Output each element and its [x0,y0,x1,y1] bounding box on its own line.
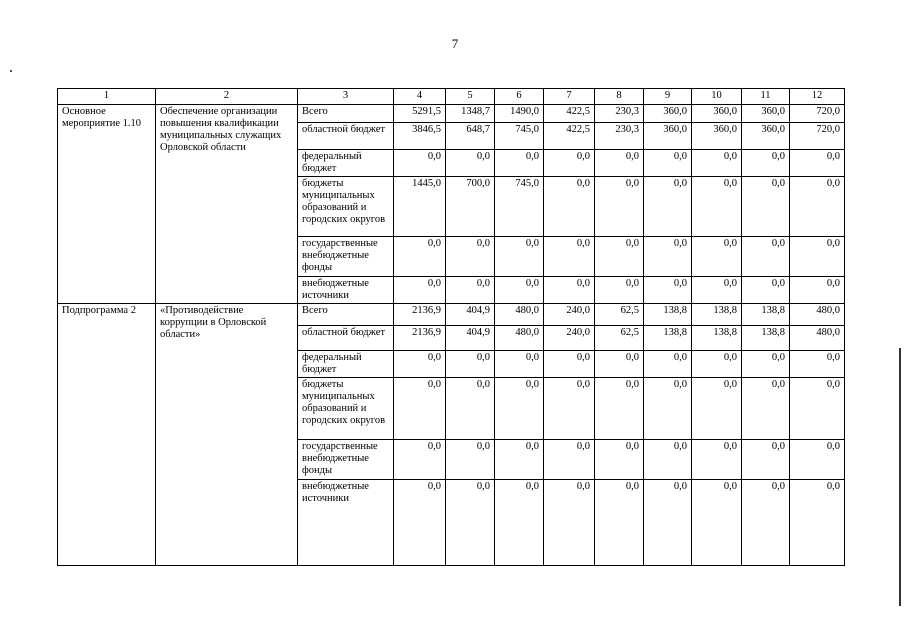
amount-cell: 0,0 [394,277,446,304]
amount-cell: 0,0 [790,277,845,304]
column-number: 9 [644,89,692,105]
column-number: 7 [544,89,595,105]
amount-cell: 0,0 [644,440,692,480]
amount-cell: 0,0 [495,440,544,480]
amount-cell: 0,0 [644,277,692,304]
amount-cell: 0,0 [742,351,790,378]
amount-cell: 0,0 [742,277,790,304]
amount-cell: 3846,5 [394,123,446,150]
column-number: 2 [156,89,298,105]
amount-cell: 360,0 [742,105,790,123]
amount-cell: 0,0 [595,277,644,304]
amount-cell: 138,8 [644,326,692,351]
amount-cell: 0,0 [544,150,595,177]
table-row [58,105,845,123]
amount-cell: 138,8 [742,304,790,326]
budget-table [57,88,845,566]
amount-cell: 2136,9 [394,304,446,326]
amount-cell: 0,0 [742,237,790,277]
column-number: 6 [495,89,544,105]
amount-cell: 0,0 [446,351,495,378]
column-number: 11 [742,89,790,105]
amount-cell: 0,0 [394,378,446,440]
table-row [58,304,845,326]
amount-cell: 0,0 [692,177,742,237]
amount-cell: 0,0 [446,440,495,480]
amount-cell: 240,0 [544,326,595,351]
amount-cell: 0,0 [394,150,446,177]
amount-cell: 5291,5 [394,105,446,123]
amount-cell: 360,0 [644,105,692,123]
group-name-cell: Подпрограмма 2 [58,304,156,566]
amount-cell: 0,0 [790,351,845,378]
amount-cell: 700,0 [446,177,495,237]
amount-cell: 0,0 [544,351,595,378]
amount-cell: 0,0 [495,237,544,277]
amount-cell: 0,0 [692,378,742,440]
amount-cell: 0,0 [742,177,790,237]
amount-cell: 720,0 [790,105,845,123]
funding-source-cell: государственные внебюджетные фонды [298,440,394,480]
amount-cell: 0,0 [544,177,595,237]
amount-cell: 0,0 [544,440,595,480]
amount-cell: 62,5 [595,304,644,326]
amount-cell: 0,0 [394,440,446,480]
funding-source-cell: областной бюджет [298,326,394,351]
amount-cell: 0,0 [595,378,644,440]
amount-cell: 745,0 [495,123,544,150]
amount-cell: 0,0 [595,177,644,237]
amount-cell: 360,0 [692,105,742,123]
amount-cell: 404,9 [446,304,495,326]
amount-cell: 0,0 [495,480,544,566]
amount-cell: 0,0 [790,150,845,177]
amount-cell: 0,0 [446,277,495,304]
amount-cell: 240,0 [544,304,595,326]
amount-cell: 745,0 [495,177,544,237]
funding-source-cell: бюджеты муниципальных образований и городских округов [298,378,394,440]
amount-cell: 0,0 [495,351,544,378]
funding-source-cell: федеральный бюджет [298,351,394,378]
amount-cell: 360,0 [692,123,742,150]
column-number-row [58,89,845,105]
amount-cell: 1348,7 [446,105,495,123]
amount-cell: 0,0 [544,277,595,304]
column-number: 12 [790,89,845,105]
amount-cell: 230,3 [595,123,644,150]
page-number: 7 [451,36,459,51]
amount-cell: 0,0 [790,480,845,566]
column-number: 3 [298,89,394,105]
funding-source-cell: Всего [298,105,394,123]
amount-cell: 0,0 [644,351,692,378]
amount-cell: 0,0 [644,150,692,177]
column-number: 10 [692,89,742,105]
amount-cell: 480,0 [495,326,544,351]
amount-cell: 0,0 [495,277,544,304]
amount-cell: 648,7 [446,123,495,150]
amount-cell: 0,0 [446,150,495,177]
amount-cell: 0,0 [446,378,495,440]
amount-cell: 0,0 [644,177,692,237]
amount-cell: 138,8 [644,304,692,326]
amount-cell: 0,0 [595,237,644,277]
amount-cell: 360,0 [644,123,692,150]
amount-cell: 360,0 [742,123,790,150]
group-description-cell: Обеспечение организации повышения квалификации муниципальных служащих Орловской области [156,105,298,304]
amount-cell: 0,0 [692,150,742,177]
amount-cell: 2136,9 [394,326,446,351]
amount-cell: 1445,0 [394,177,446,237]
amount-cell: 0,0 [595,440,644,480]
amount-cell: 0,0 [394,480,446,566]
funding-source-cell: бюджеты муниципальных образований и городских округов [298,177,394,237]
amount-cell: 0,0 [692,440,742,480]
funding-source-cell: федеральный бюджет [298,150,394,177]
amount-cell: 0,0 [595,351,644,378]
amount-cell: 480,0 [495,304,544,326]
amount-cell: 138,8 [692,304,742,326]
amount-cell: 0,0 [742,440,790,480]
amount-cell: 0,0 [644,480,692,566]
amount-cell: 0,0 [495,150,544,177]
amount-cell: 0,0 [394,237,446,277]
amount-cell: 138,8 [742,326,790,351]
amount-cell: 0,0 [644,237,692,277]
amount-cell: 0,0 [644,378,692,440]
amount-cell: 0,0 [790,440,845,480]
amount-cell: 0,0 [692,277,742,304]
amount-cell: 720,0 [790,123,845,150]
amount-cell: 62,5 [595,326,644,351]
amount-cell: 0,0 [446,237,495,277]
amount-cell: 0,0 [692,237,742,277]
amount-cell: 0,0 [742,480,790,566]
page-edge-line [899,348,901,606]
funding-source-cell: внебюджетные источники [298,277,394,304]
group-name-cell: Основное мероприятие 1.10 [58,105,156,304]
amount-cell: 0,0 [394,351,446,378]
amount-cell: 0,0 [692,480,742,566]
column-number: 8 [595,89,644,105]
amount-cell: 0,0 [544,378,595,440]
scan-mark [10,70,12,72]
column-number: 1 [58,89,156,105]
funding-source-cell: государственные внебюджетные фонды [298,237,394,277]
funding-source-cell: Всего [298,304,394,326]
amount-cell: 0,0 [742,378,790,440]
amount-cell: 0,0 [790,237,845,277]
group-description-cell: «Противодействие коррупции в Орловской области» [156,304,298,566]
column-number: 5 [446,89,495,105]
amount-cell: 422,5 [544,105,595,123]
amount-cell: 0,0 [790,378,845,440]
amount-cell: 0,0 [446,480,495,566]
funding-source-cell: внебюджетные источники [298,480,394,566]
amount-cell: 230,3 [595,105,644,123]
amount-cell: 0,0 [544,237,595,277]
amount-cell: 422,5 [544,123,595,150]
amount-cell: 480,0 [790,304,845,326]
amount-cell: 0,0 [595,150,644,177]
amount-cell: 0,0 [595,480,644,566]
table-body [58,105,845,566]
amount-cell: 404,9 [446,326,495,351]
amount-cell: 0,0 [742,150,790,177]
funding-source-cell: областной бюджет [298,123,394,150]
amount-cell: 138,8 [692,326,742,351]
amount-cell: 0,0 [692,351,742,378]
column-number: 4 [394,89,446,105]
amount-cell: 0,0 [790,177,845,237]
amount-cell: 1490,0 [495,105,544,123]
amount-cell: 0,0 [544,480,595,566]
amount-cell: 0,0 [495,378,544,440]
amount-cell: 480,0 [790,326,845,351]
